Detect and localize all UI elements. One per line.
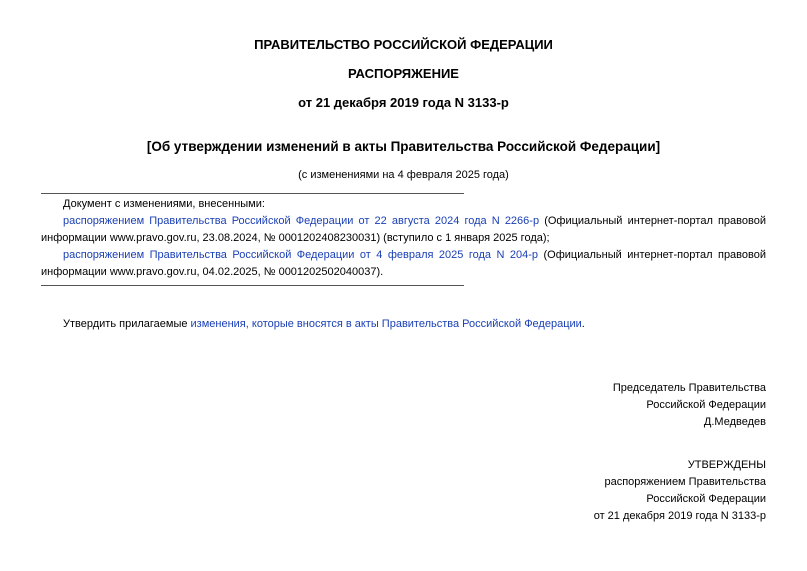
signatory-name: Д.Медведев xyxy=(703,416,766,428)
change-details: (Официальный интернет-портал правовой информации www.pravo.gov.ru, 04.02.2025, № 0001202502040037). xyxy=(41,249,766,278)
revision-note: (с изменениями на 4 февраля 2025 года) xyxy=(298,169,509,181)
approval-heading: УТВЕРЖДЕНЫ xyxy=(687,459,766,471)
approval-line: от 21 декабря 2019 года N 3133-р xyxy=(593,510,766,522)
changes-block xyxy=(41,196,766,281)
amendments-link[interactable]: изменения, которые вносятся в акты Правительства Российской Федерации xyxy=(190,318,582,330)
change-link-2266[interactable]: распоряжением Правительства Российской Федерации от 22 августа 2024 года N 2266-р xyxy=(63,215,540,227)
approval-line: распоряжением Правительства xyxy=(604,476,766,488)
resolution-text xyxy=(63,318,585,330)
change-link-204[interactable]: распоряжением Правительства Российской Федерации от 4 февраля 2025 года N 204-р xyxy=(63,249,539,261)
signatory-title: Председатель Правительства xyxy=(612,382,766,394)
approval-block xyxy=(594,457,766,525)
government-heading: ПРАВИТЕЛЬСТВО РОССИЙСКОЙ ФЕДЕРАЦИИ xyxy=(254,37,553,52)
document-date-number: от 21 декабря 2019 года N 3133-р xyxy=(298,95,509,110)
document-title: [Об утверждении изменений в акты Правительства Российской Федерации] xyxy=(146,139,661,154)
change-item xyxy=(41,213,766,247)
document-type: РАСПОРЯЖЕНИЕ xyxy=(348,66,459,81)
resolution-suffix: . xyxy=(581,318,585,330)
changes-top-rule xyxy=(41,193,464,194)
signatory-org: Российской Федерации xyxy=(646,399,766,411)
changes-bottom-rule xyxy=(41,285,464,286)
change-item xyxy=(41,247,766,281)
resolution-prefix: Утвердить прилагаемые xyxy=(63,318,191,330)
changes-intro: Документ с изменениями, внесенными: xyxy=(63,198,265,210)
signature-block xyxy=(613,380,766,431)
change-details: (Официальный интернет-портал правовой информации www.pravo.gov.ru, 23.08.2024, № 0001202408230031) (вступило с 1 января 2025 года); xyxy=(41,215,766,244)
approval-line: Российской Федерации xyxy=(646,493,766,505)
